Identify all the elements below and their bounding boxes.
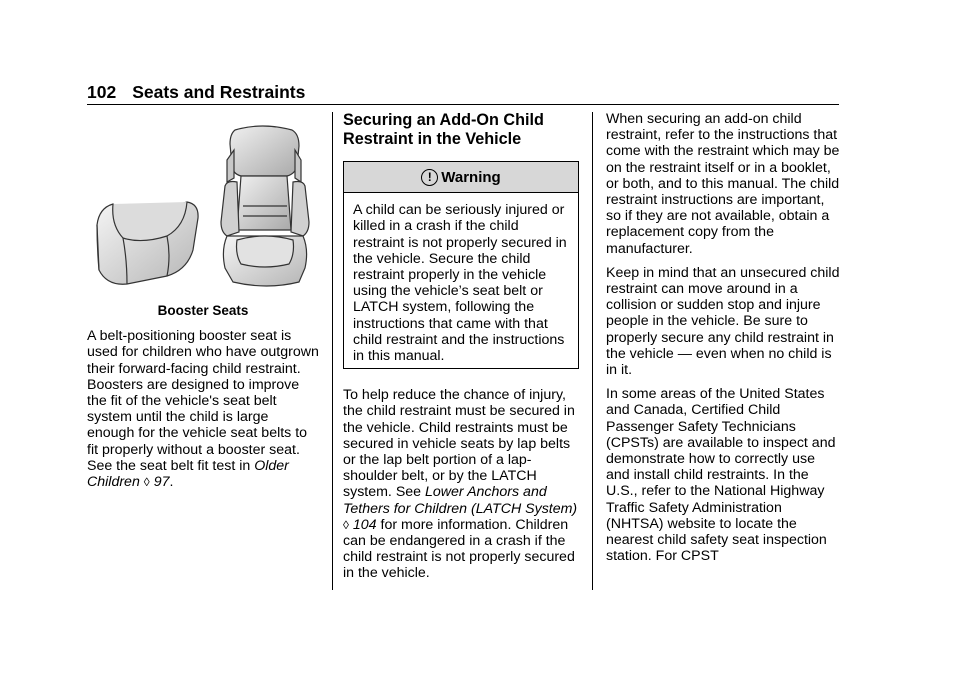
xref-arrow-icon: ◊: [343, 517, 349, 532]
page-header: [87, 82, 305, 103]
page-number: 102: [87, 82, 117, 102]
paragraph-text: To help reduce the chance of injury, the child restraint must be secured in the vehicle. Child restraints must be secured in vehicle seats by lap belts or the lap belt portion of a lap-shoulder belt, or by the LATCH system. See: [343, 387, 575, 501]
warning-box: [343, 161, 579, 369]
booster-seats-figure: [87, 120, 319, 295]
header-rule: [87, 104, 839, 105]
section-title: Seats and Restraints: [132, 82, 306, 102]
unsecured-paragraph: Keep in mind that an unsecured child restraint can move around in a collision or sudden stop and injure people in the vehicle. Be sure to properly secure any child restraint in the vehicle — even when no child is in it.: [606, 264, 840, 379]
figure-caption: Booster Seats: [157, 303, 249, 318]
warning-header: [344, 162, 578, 193]
high-back-booster-seat-icon: [221, 126, 309, 286]
column-divider: [332, 112, 333, 590]
column-3: [606, 111, 842, 572]
xref-link-latch[interactable]: Lower Anchors and Tethers for Children (LATCH System): [343, 484, 578, 517]
xref-link-older-children[interactable]: Older Children: [87, 457, 289, 491]
section-heading: Securing an Add-On Child Restraint in the Vehicle: [343, 111, 544, 148]
booster-paragraph: [87, 328, 319, 490]
column-divider: [592, 112, 593, 590]
paragraph-end: .: [169, 474, 174, 491]
securing-paragraph: [343, 387, 581, 581]
cpst-paragraph: In some areas of the United States and Canada, Certified Child Passenger Safety Technicians (CPSTs) are available to inspect and demonstrate how to correctly use and install child restraints. In the U.S., refer to the National Highway Traffic Safety Administration (NHTSA) website to locate the nearest child safety seat inspection station. For CPST: [606, 386, 836, 565]
column-1: [87, 120, 319, 498]
xref-arrow-icon: ◊: [143, 475, 150, 490]
booster-seat-no-back-icon: [97, 202, 198, 284]
xref-page[interactable]: 97: [153, 474, 170, 491]
paragraph-text: A belt-positioning booster seat is used for children who have outgrown their forward-facing child restraint. Boosters are designed to improve the fit of the vehicle's seat belt system until the child is large enough for the vehicle seat belts to fit properly without a booster seat. See the seat belt fit test in: [87, 328, 319, 474]
column-2: [343, 111, 581, 590]
paragraph-text: for more information. Children can be endangered in a crash if the child restraint is not properly secured in the vehicle.: [343, 516, 575, 582]
xref-page[interactable]: 104: [352, 516, 377, 533]
instructions-paragraph: When securing an add-on child restraint, refer to the instructions that come with the restraint which may be on the restraint itself or in a booklet, or both, and to this manual. The child restraint instructions are important, so if they are not available, obtain a replacement copy from the manufacturer.: [606, 111, 840, 257]
warning-title: Warning: [441, 169, 501, 186]
warning-text: A child can be seriously injured or killed in a crash if the child restraint is not properly secured in the vehicle. Secure the child restraint properly in the vehicle using the vehicle’s seat belt or LATCH system, following the instructions that came with that child restraint and the instructions in this manual.: [353, 202, 567, 365]
warning-icon: !: [421, 169, 438, 186]
